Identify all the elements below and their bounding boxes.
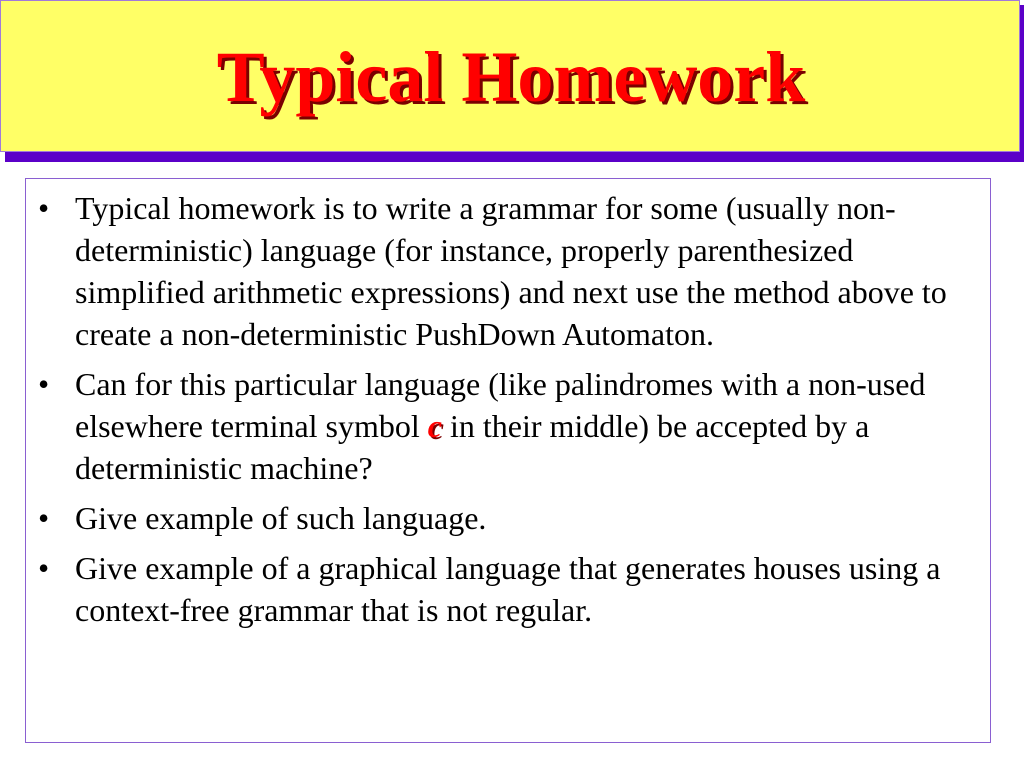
title-banner xyxy=(0,0,1020,152)
bullet-item-1 xyxy=(26,187,990,355)
bullet-text-after: in their middle) be accepted by a deterministic machine? xyxy=(75,408,870,486)
bullet-text: Typical homework is to write a grammar for some (usually non-deterministic) language (for instance, properly parenthesized simplified arithmetic expressions) and next use the method above to create a non-deterministic PushDown Automaton. xyxy=(75,190,947,352)
bullet-item-3 xyxy=(26,497,990,539)
bullet-text: Give example of such language. xyxy=(75,500,487,536)
bullet-text: Give example of a graphical language that generates houses using a context-free grammar that is not regular. xyxy=(75,550,941,628)
terminal-symbol: c xyxy=(427,408,442,444)
bullet-text-before: Can for this particular language (like palindromes with a non-used elsewhere terminal symbol xyxy=(75,366,926,444)
bullet-icon: • xyxy=(38,366,50,402)
bullet-list xyxy=(26,187,990,639)
bullet-item-2 xyxy=(26,363,990,489)
bullet-icon: • xyxy=(38,550,50,586)
bullet-icon: • xyxy=(38,190,50,226)
bullet-icon: • xyxy=(38,500,50,536)
bullet-item-4 xyxy=(26,547,990,631)
slide-title: Typical Homework xyxy=(216,37,806,117)
content-box xyxy=(25,178,991,743)
